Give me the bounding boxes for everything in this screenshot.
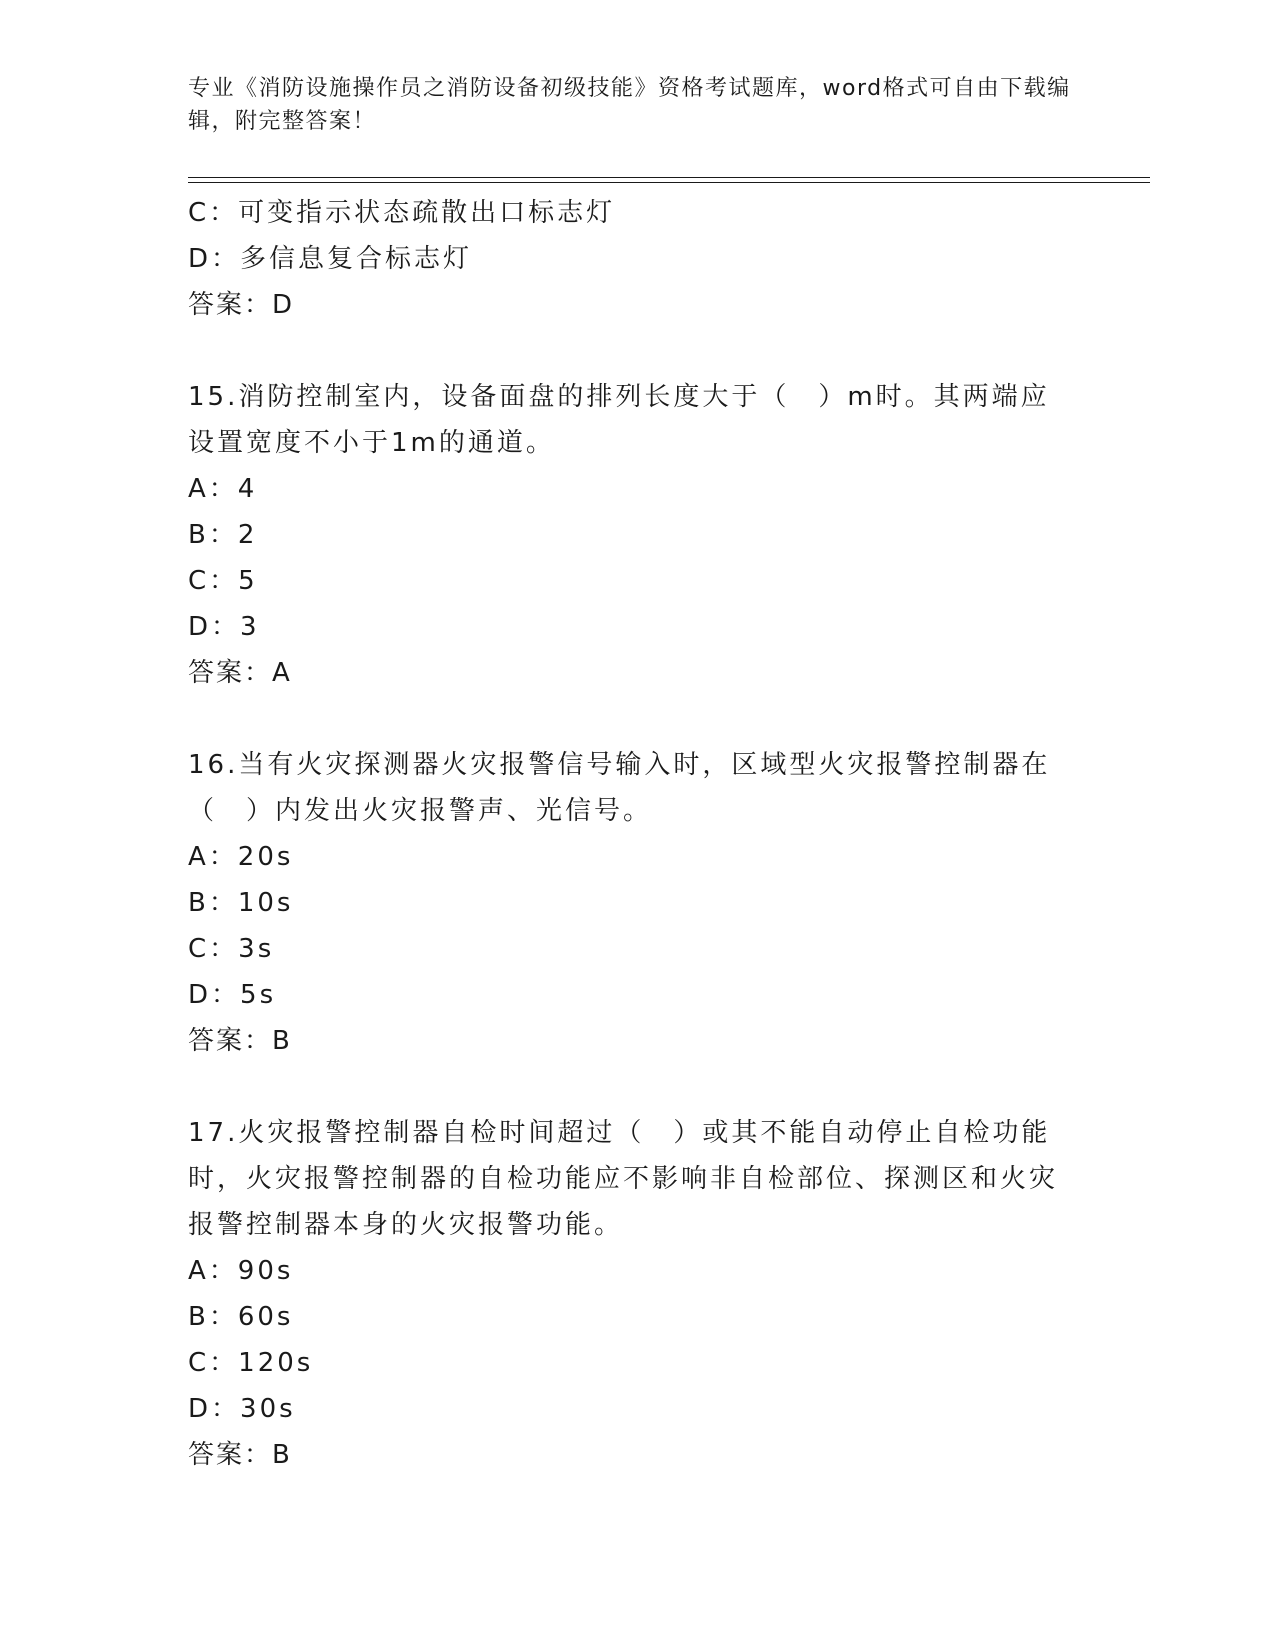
question-stem: 15.消防控制室内，设备面盘的排列长度大于（ ）m时。其两端应设置宽度不小于1m的通道。 [188, 382, 1050, 458]
document-header [188, 72, 1088, 138]
answer-line: 答案：D [188, 290, 295, 320]
option-c: C：3s [188, 934, 275, 964]
answer-line: 答案：B [188, 1440, 292, 1470]
document-title: 专业《消防设施操作员之消防设备初级技能》资格考试题库，word格式可自由下载编辑，附完整答案！ [188, 76, 1071, 134]
option-d: D：3 [188, 612, 260, 642]
option-a: A：4 [188, 474, 258, 504]
option-a: A：90s [188, 1256, 294, 1286]
option-d: D：30s [188, 1394, 296, 1424]
question-stem: 17.火灾报警控制器自检时间超过（ ）或其不能自动停止自检功能时，火灾报警控制器的自检功能应不影响非自检部位、探测区和火灾报警控制器本身的火灾报警功能。 [188, 1118, 1059, 1240]
question-16 [188, 742, 1068, 1064]
option-a: A：20s [188, 842, 294, 872]
answer-line: 答案：A [188, 658, 292, 688]
option-b: B：10s [188, 888, 294, 918]
option-b: B：2 [188, 520, 258, 550]
option-c: C：5 [188, 566, 258, 596]
question-17 [188, 1110, 1068, 1478]
option-d: D：5s [188, 980, 277, 1010]
option-c: C：可变指示状态疏散出口标志灯 [188, 198, 616, 228]
question-15 [188, 374, 1068, 696]
question-stem: 16.当有火灾探测器火灾报警信号输入时，区域型火灾报警控制器在（ ）内发出火灾报警声、光信号。 [188, 750, 1051, 826]
option-d: D：多信息复合标志灯 [188, 244, 473, 274]
option-c: C：120s [188, 1348, 314, 1378]
header-divider [188, 177, 1150, 183]
answer-line: 答案：B [188, 1026, 292, 1056]
option-b: B：60s [188, 1302, 294, 1332]
question-list [188, 190, 1068, 1478]
continued-question [188, 190, 1068, 328]
